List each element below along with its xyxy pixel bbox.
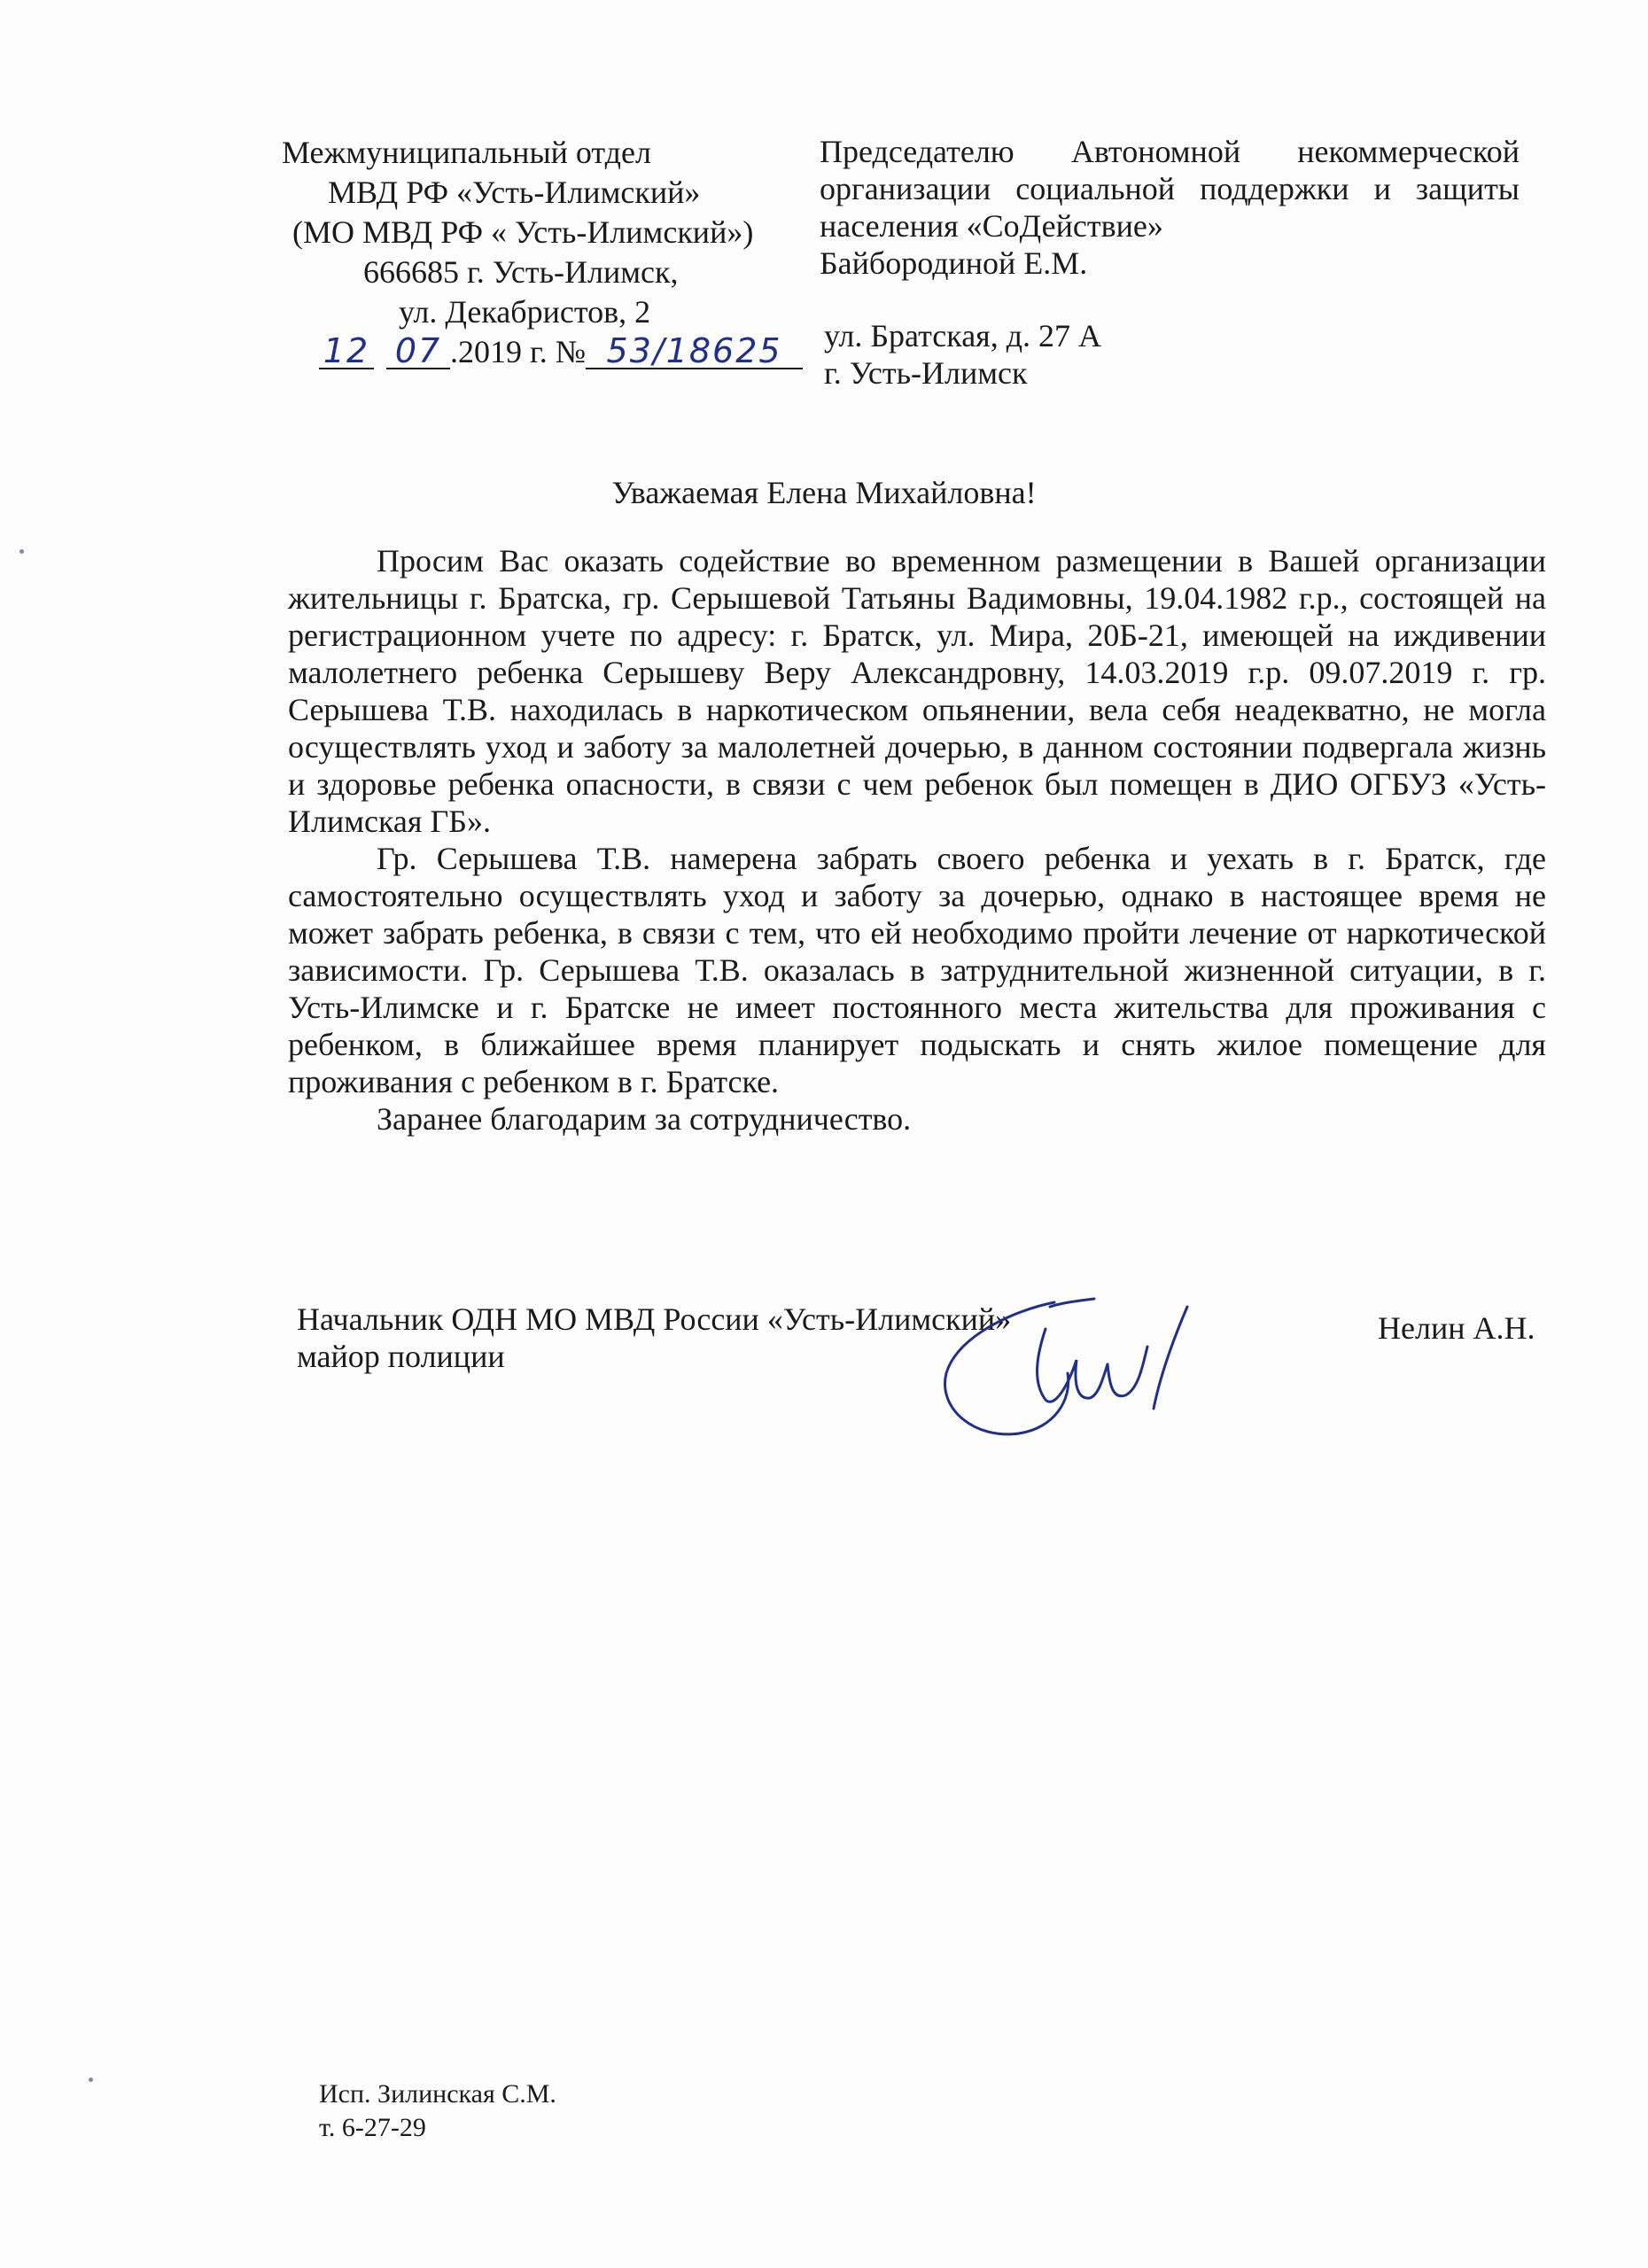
signature-position — [297, 1301, 1011, 1375]
addressee-street: ул. Братская, д. 27 А — [824, 318, 1102, 353]
letter-body — [288, 542, 1546, 1138]
addressee-line-2: организации социальной поддержки и защиты — [820, 171, 1520, 206]
sender-line-5: ул. Декабристов, 2 — [399, 294, 651, 330]
sender-line-1: Межмуниципальный отдел — [282, 135, 651, 170]
body-paragraph-3: Заранее благодарим за сотрудничество. — [377, 1101, 912, 1137]
addressee-block — [820, 133, 1520, 392]
sender-block — [266, 133, 797, 372]
scan-speck — [89, 2078, 93, 2082]
sender-line-4: 666685 г. Усть-Илимск, — [363, 254, 679, 290]
addressee-line-1: Председателю Автономной некоммерческой — [820, 134, 1520, 169]
addressee-line-4: Байбородиной Е.М. — [820, 245, 1088, 281]
handwritten-signature — [921, 1276, 1240, 1453]
date-year-text: .2019 г. № — [450, 334, 587, 369]
executor-block — [319, 2078, 556, 2145]
greeting: Уважаемая Елена Михайловна! — [611, 475, 1037, 510]
body-paragraph-1: Просим Вас оказать содействие во временном размещении в Вашей организации жительницы г. Братска, гр. Серышевой Татьяны Вадимовны, 19.04.1982 г.р., состоящей на регистрационном учете по адресу: г. Братск, ул. Мира, 20Б-21, имеющей на иждивении малолетнего ребенка Серышеву Веру Александровну, 14.03.2019 г.р. 09.07.2019 г. гр. Серышева Т.В. находилась в наркотическом опьянении, вела себя неадекватно, не могла осуществлять уход и заботу за малолетней дочерью, в данном состоянии подвергала жизнь и здоровье ребенка опасности, в связи с чем ребенок был помещен в ДИО ОГБУЗ «Усть-Илимская ГБ». — [288, 543, 1546, 839]
addressee-line-3: населения «СоДействие» — [820, 208, 1163, 244]
executor-phone: т. 6-27-29 — [319, 2113, 426, 2142]
date-month: 07 — [386, 334, 450, 369]
body-paragraph-2: Гр. Серышева Т.В. намерена забрать своего ребенка и уехать в г. Братск, где самостоятельно осуществлять уход и заботу за дочерью, однако в настоящее время не может забрать ребенка, в связи с тем, что ей необходимо пройти лечение от наркотической зависимости. Гр. Серышева Т.В. оказалась в затруднительной жизненной ситуации, в г. Усть-Илимске и г. Братске не имеет постоянного места жительства для проживания с ребенком, в ближайшее время планирует подыскать и снять жилое помещение для проживания с ребенком в г. Братске. — [288, 841, 1546, 1099]
sender-line-2: МВД РФ «Усть-Илимский» — [328, 175, 701, 210]
signer-position-line-2: майор полиции — [297, 1339, 505, 1374]
executor-name: Исп. Зилинская С.М. — [319, 2079, 556, 2109]
registration-line — [266, 332, 797, 372]
addressee-city: г. Усть-Илимск — [824, 355, 1028, 391]
registration-number: 53/18625 — [586, 334, 803, 369]
signer-position-line-1: Начальник ОДН МО МВД России «Усть-Илимский» — [297, 1301, 1012, 1337]
date-day: 12 — [319, 334, 374, 369]
signer-name: Нелин А.Н. — [1378, 1310, 1535, 1346]
scan-speck — [19, 549, 24, 554]
sender-line-3: (МО МВД РФ « Усть-Илимский») — [292, 214, 754, 250]
